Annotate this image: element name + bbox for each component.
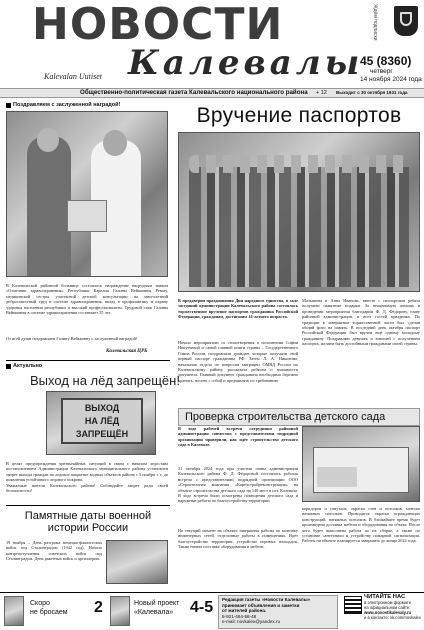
award-signature: Калевальская ЦРБ bbox=[106, 349, 148, 354]
passports-article bbox=[178, 102, 420, 392]
ice-title: Выход на лёд запрещён! bbox=[30, 373, 180, 388]
readers-social-link[interactable]: и в контакте: vk.com/novkalev bbox=[364, 615, 421, 621]
footer-item-1-page[interactable]: 2 bbox=[94, 599, 103, 616]
footer-item-2-page[interactable]: 4-5 bbox=[190, 599, 214, 616]
footer-item-2-line-2[interactable]: «Калевала» bbox=[134, 609, 174, 616]
since-note: Выходит с 30 октября 1931 года bbox=[336, 90, 408, 95]
school-photo bbox=[302, 426, 420, 502]
award-photo bbox=[6, 111, 168, 277]
passports-lead: В преддверии празднования Дня народного единства, в зале заседаний администрации Калевальского района состоялось торжественное вручение паспортов гражданина Российской Федерации, гражданам, достигшим 14-летнего возраста. bbox=[178, 298, 298, 320]
divider bbox=[6, 360, 170, 361]
readers-site-link[interactable]: www.novostikalevaly.ru bbox=[364, 610, 412, 616]
ad-line-2: принимает объявления и заметки bbox=[222, 602, 300, 608]
school-article bbox=[178, 408, 420, 588]
ice-sign-photo bbox=[46, 391, 156, 455]
tagline: Общественно-политическая газета Калевальского национального района bbox=[80, 89, 308, 96]
ice-section-label: Актуально bbox=[13, 363, 43, 369]
footer-item-1-line-1[interactable]: Скоро bbox=[30, 600, 50, 607]
coat-of-arms-icon bbox=[394, 6, 418, 36]
bullet-icon bbox=[6, 103, 11, 108]
award-section-header bbox=[6, 102, 170, 108]
school-col-1: 31 октября 2024 года при участии главы администрации Калевальского района Ф. Д. Фёдоровой состоялась рабочая встреча с представителями подрядной организации ООО «Строительная компания «Карелстройреконструкция» на объекте строительства детского сада на 140 мест в пгт. Калевала. В ходе встречи были осмотрены помещения детского сада и наружные работы по благоустройству территории. bbox=[178, 466, 298, 504]
footer-item-2-line-1[interactable]: Новый проект bbox=[134, 600, 180, 607]
footer-strip bbox=[0, 592, 424, 630]
masthead-title: НОВОСТИ bbox=[32, 0, 284, 50]
age-mark: + 12 bbox=[316, 90, 327, 96]
ad-line-3: от жителей района. bbox=[222, 608, 267, 614]
footer-item-1-line-2[interactable]: не бросаем bbox=[30, 609, 68, 616]
readers-line-1: ЧИТАЙТЕ НАС bbox=[364, 594, 406, 600]
ad-email: e-mail: novkalev@yandex.ru bbox=[222, 619, 281, 625]
issue-date: 14 ноября 2024 года bbox=[360, 76, 422, 83]
award-article bbox=[6, 102, 170, 357]
ice-article bbox=[6, 363, 180, 493]
passports-title: Вручение паспортов bbox=[196, 104, 402, 127]
sign-line-3: ЗАПРЕЩЁН bbox=[75, 429, 129, 439]
sign-line-2: НА ЛЁД bbox=[84, 416, 120, 426]
ice-section-header bbox=[6, 363, 170, 369]
bullet-icon bbox=[6, 364, 11, 369]
school-col-2: На текущий момент на объекте завершены работы по монтажу инженерных сетей, отделочные работы в помещениях. Идёт благоустройство территории, устройство игровых площадок. Также начата поставка оборудования и мебели. bbox=[178, 528, 298, 550]
ad-phone: 8-921-464-58-48 bbox=[222, 613, 257, 619]
passports-group-photo bbox=[178, 132, 420, 292]
footer-readers bbox=[344, 594, 422, 630]
award-body: От всей души поздравляем Галину Вейкковну с заслуженной наградой! bbox=[6, 336, 138, 341]
footer-thumb-1[interactable] bbox=[4, 596, 24, 626]
passports-col-3: Малышева и Анна Иванова, вместе с паспортами ребята получили памятные подарки. За неоценимую помощь в проведении мероприятия благодарим Ф. Д. Фёдорову, главу районной администрации, и всех гостей праздника. По традиции в завершение торжественной части был сделан общий фото на память. В последний день октября паспорт Российской Федерации был вручен ещё одному молодому гражданину. Поздравляю девушек и юношей с получением паспорта, желаем быть достойными гражданами своей страны. bbox=[302, 298, 420, 347]
sign-line-1: ВЫХОД bbox=[84, 403, 120, 413]
footer-thumb-2[interactable] bbox=[110, 596, 130, 626]
passports-col-2: Начало мероприятию со стихотворения в исполнении Софии Никутьевой и самой главной книги страны – Государственного Гимна России, поздравляли граждан, которые получили свой первый паспорт гражданина РФ. Затем Л. А. Никитина, начальник отдела по вопросам миграции ОМВД России по Калевальскому району, рассказала ребятам о значимости документа. Главный документ гражданина необходимо бережно хранить, носить с собой и предъявлять по требованию. bbox=[178, 340, 298, 383]
school-col-3: коридоров и санузлов, окраска стен и потолков, монтаж натяжных потолков. Проводятся окраска ограждающих конструкций, натяжных потолков. В ближайшее время будет произведена доставка мебели и оборудования на объект. После чего будет выполнена работа по их сборке, а также по установке сантехники и устройству пожарной сигнализации. Работы на объекте планируется завершить до конца 2024 года. bbox=[302, 506, 420, 544]
readers-line-3: на официальном сайте: bbox=[364, 605, 411, 611]
ad-line-1: Редакция газеты «Новости Калевалы» bbox=[222, 597, 311, 602]
dates-title-line-1: Памятные даты военной bbox=[24, 510, 152, 522]
footer-ad bbox=[218, 595, 338, 629]
readers-line-2: в электронном формате bbox=[364, 600, 412, 606]
masthead-subtitle: Kalevalan Uutiset bbox=[44, 72, 102, 81]
dates-photo bbox=[106, 540, 168, 584]
dates-title-line-2: истории России bbox=[47, 522, 129, 534]
award-lead: В Калевальской районной больнице состоялось награждение нагрудным знаком «Отличник здравоохранения» Республики Карелия Галины Вейкковны Ремму, медицинской сестры участковой детской консультации на многолетний добросовестный труд в системе здравоохранения, вклад в профилактику и охрану здоровья населения республики и высокий профессионализм. Трудовой стаж Галины Вейкковны в системе здравоохранения составляет 35 лет. bbox=[6, 283, 168, 316]
issue-weekday: четверг bbox=[370, 68, 393, 75]
ice-body-2: Уважаемые жители Калевальского района! Соблюдайте запрет ради своей безопасности! bbox=[6, 483, 168, 493]
ice-body: В целях предупреждения чрезвычайных ситуаций в связи с началом ледостава постановлением Администрации Калевальского муниципального района установлен запрет выхода граждан на ледовое покрытие водных объектов района с 5 ноября т. г. до появления устойчивого ледового покрова. bbox=[6, 461, 168, 483]
school-title: Проверка строительства детского сада bbox=[178, 408, 420, 426]
issue-number: 45 (8360) bbox=[360, 54, 412, 68]
masthead bbox=[0, 0, 424, 100]
dates-body: 19 ноября – День разгрома немецко-фашистских войск под Сталинградом (1942 год). Начало контрнаступления советских войск под Сталинградом. День ракетных войск и артиллерии. bbox=[6, 540, 102, 562]
school-lead: В ходе рабочей встречи сотрудники районной администрации совместно с представителями подрядной организации проверили, как идёт строительство детского сада в Калевале. bbox=[178, 426, 298, 448]
masthead-title-city: Калевалы bbox=[128, 43, 364, 83]
award-section-label: Поздравляем с заслуженной наградой! bbox=[13, 102, 121, 108]
dates-article bbox=[6, 505, 170, 587]
vertical-tag: Ждём подписки bbox=[372, 4, 378, 41]
